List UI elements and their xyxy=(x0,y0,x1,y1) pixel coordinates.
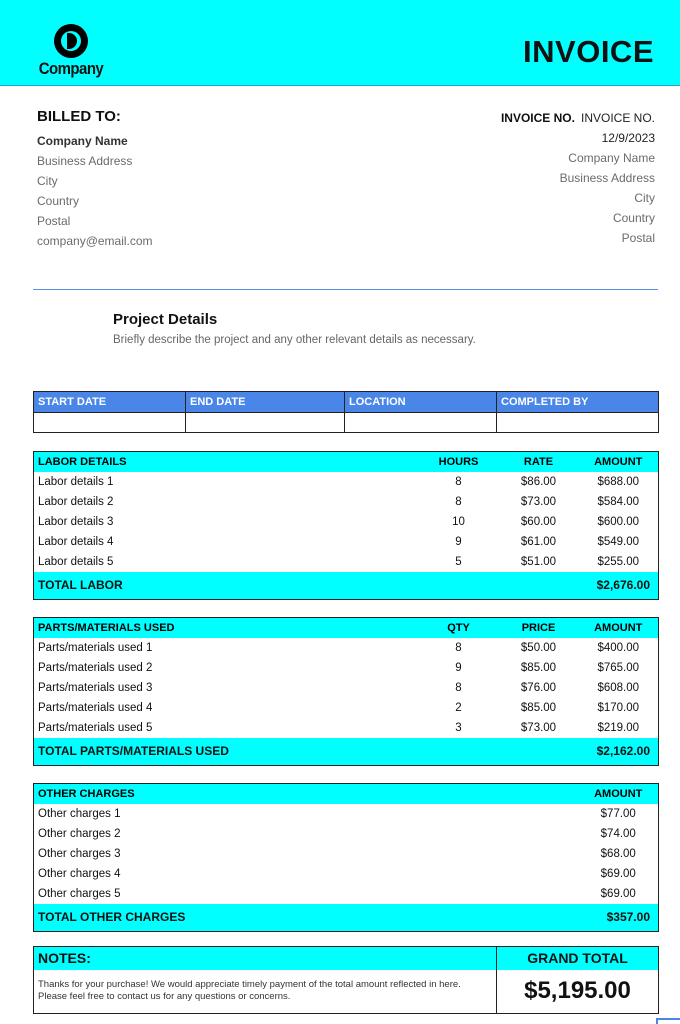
other-amount-header: AMOUNT xyxy=(579,784,659,805)
labor-item: Labor details 1 xyxy=(38,476,114,488)
billed-to-block xyxy=(37,108,337,251)
parts-item: Parts/materials used 5 xyxy=(38,722,153,734)
end-date-cell[interactable] xyxy=(186,413,345,433)
table-row xyxy=(34,864,659,884)
invoice-number-label: INVOICE NO. xyxy=(500,111,575,125)
invoice-number xyxy=(355,108,655,128)
other-item: Other charges 1 xyxy=(38,808,121,820)
completed-by-cell[interactable] xyxy=(497,413,659,433)
labor-rate: $51.00 xyxy=(520,556,557,568)
labor-details-header: LABOR DETAILS xyxy=(34,452,419,473)
parts-qty: 2 xyxy=(455,702,462,714)
total-parts-label: TOTAL PARTS/MATERIALS USED xyxy=(34,738,579,766)
invoice-title: INVOICE xyxy=(523,34,654,69)
other-item: Other charges 3 xyxy=(38,848,121,860)
other-charges-header: OTHER CHARGES xyxy=(34,784,579,805)
invoice-postal: Postal xyxy=(621,231,655,245)
labor-amount-header: AMOUNT xyxy=(579,452,659,473)
other-amount: $69.00 xyxy=(600,868,636,880)
other-item: Other charges 4 xyxy=(38,868,121,880)
selection-corner xyxy=(656,1018,680,1024)
logo-icon xyxy=(54,24,88,58)
labor-amount: $549.00 xyxy=(597,536,640,548)
table-row xyxy=(34,884,659,904)
start-date-header: START DATE xyxy=(34,392,186,413)
price-header: PRICE xyxy=(499,618,579,639)
dates-table xyxy=(33,391,659,433)
total-other-label: TOTAL OTHER CHARGES xyxy=(34,904,579,932)
billed-country: Country xyxy=(37,194,80,208)
parts-price: $50.00 xyxy=(520,642,557,654)
other-item: Other charges 5 xyxy=(38,888,121,900)
labor-rate: $60.00 xyxy=(520,516,557,528)
labor-hours: 9 xyxy=(455,536,462,548)
labor-item: Labor details 2 xyxy=(38,496,114,508)
table-row xyxy=(34,658,659,678)
parts-item: Parts/materials used 2 xyxy=(38,662,153,674)
project-description: Briefly describe the project and any other relevant details as necessary. xyxy=(113,334,476,346)
parts-qty: 9 xyxy=(455,662,462,674)
other-item: Other charges 2 xyxy=(38,828,121,840)
project-details xyxy=(113,311,476,346)
table-row xyxy=(34,678,659,698)
labor-amount: $600.00 xyxy=(597,516,640,528)
location-header: LOCATION xyxy=(345,392,497,413)
parts-item: Parts/materials used 1 xyxy=(38,642,153,654)
labor-amount: $255.00 xyxy=(597,556,640,568)
completed-by-header: COMPLETED BY xyxy=(497,392,659,413)
labor-amount: $688.00 xyxy=(597,476,640,488)
parts-price: $85.00 xyxy=(520,702,557,714)
parts-amount: $608.00 xyxy=(597,682,640,694)
total-other-value: $357.00 xyxy=(579,904,659,932)
total-parts-row xyxy=(34,738,659,766)
labor-hours: 8 xyxy=(455,496,462,508)
parts-amount: $219.00 xyxy=(597,722,640,734)
invoice-address: Business Address xyxy=(559,171,655,185)
logo-text: Company xyxy=(38,59,104,78)
notes-heading: NOTES: xyxy=(34,947,497,970)
labor-rate: $61.00 xyxy=(520,536,557,548)
labor-hours: 8 xyxy=(455,476,462,488)
labor-item: Labor details 3 xyxy=(38,516,114,528)
table-row xyxy=(34,492,659,512)
grand-total-label: GRAND TOTAL xyxy=(497,947,659,970)
table-row xyxy=(34,698,659,718)
total-other-row xyxy=(34,904,659,932)
other-charges-table xyxy=(33,783,659,932)
labor-item: Labor details 5 xyxy=(38,556,114,568)
total-labor-row xyxy=(34,572,659,600)
table-row xyxy=(34,804,659,824)
hours-header: HOURS xyxy=(419,452,499,473)
table-row xyxy=(34,552,659,572)
parts-header: PARTS/MATERIALS USED xyxy=(34,618,419,639)
invoice-header xyxy=(0,0,680,86)
other-amount: $77.00 xyxy=(600,808,636,820)
table-row xyxy=(34,718,659,738)
invoice-company-name: Company Name xyxy=(568,151,655,165)
parts-price: $85.00 xyxy=(520,662,557,674)
company-logo xyxy=(30,24,112,79)
project-title: Project Details xyxy=(113,311,218,328)
table-row xyxy=(34,638,659,658)
billed-city: City xyxy=(37,174,58,188)
labor-hours: 5 xyxy=(455,556,462,568)
invoice-country: Country xyxy=(612,211,655,225)
billed-address: Business Address xyxy=(37,154,133,168)
location-cell[interactable] xyxy=(345,413,497,433)
parts-amount-header: AMOUNT xyxy=(579,618,659,639)
invoice-number-value: INVOICE NO. xyxy=(580,111,655,125)
divider xyxy=(33,289,658,290)
other-amount: $69.00 xyxy=(600,888,636,900)
parts-amount: $170.00 xyxy=(597,702,640,714)
labor-rate: $86.00 xyxy=(520,476,557,488)
table-row xyxy=(34,472,659,492)
billed-email: company@email.com xyxy=(37,234,153,248)
notes-table xyxy=(33,946,659,1014)
parts-price: $73.00 xyxy=(520,722,557,734)
billed-to-heading: BILLED TO: xyxy=(37,108,121,125)
invoice-date: 12/9/2023 xyxy=(601,131,655,145)
total-parts-value: $2,162.00 xyxy=(579,738,659,766)
labor-table xyxy=(33,451,659,600)
table-row xyxy=(34,844,659,864)
parts-qty: 3 xyxy=(455,722,462,734)
start-date-cell[interactable] xyxy=(34,413,186,433)
grand-total-value: $5,195.00 xyxy=(497,970,659,1014)
invoice-city: City xyxy=(634,191,655,205)
labor-hours: 10 xyxy=(452,516,465,528)
table-row xyxy=(34,532,659,552)
labor-rate: $73.00 xyxy=(520,496,557,508)
parts-table xyxy=(33,617,659,766)
parts-qty: 8 xyxy=(455,682,462,694)
parts-item: Parts/materials used 3 xyxy=(38,682,153,694)
parts-qty: 8 xyxy=(455,642,462,654)
labor-amount: $584.00 xyxy=(597,496,640,508)
notes-text: Thanks for your purchase! We would appreciate timely payment of the total amount reflected in here. Please feel free to contact us for any questions or concerns. xyxy=(38,979,461,1003)
qty-header: QTY xyxy=(419,618,499,639)
table-row xyxy=(34,824,659,844)
parts-amount: $765.00 xyxy=(597,662,640,674)
parts-item: Parts/materials used 4 xyxy=(38,702,153,714)
rate-header: RATE xyxy=(499,452,579,473)
labor-item: Labor details 4 xyxy=(38,536,114,548)
parts-amount: $400.00 xyxy=(597,642,640,654)
other-amount: $68.00 xyxy=(600,848,636,860)
total-labor-label: TOTAL LABOR xyxy=(34,572,579,600)
total-labor-value: $2,676.00 xyxy=(579,572,659,600)
other-amount: $74.00 xyxy=(600,828,636,840)
table-row xyxy=(34,512,659,532)
invoice-info-block xyxy=(355,108,655,248)
billed-company-name: Company Name xyxy=(37,134,128,148)
billed-postal: Postal xyxy=(37,214,71,228)
end-date-header: END DATE xyxy=(186,392,345,413)
parts-price: $76.00 xyxy=(520,682,557,694)
